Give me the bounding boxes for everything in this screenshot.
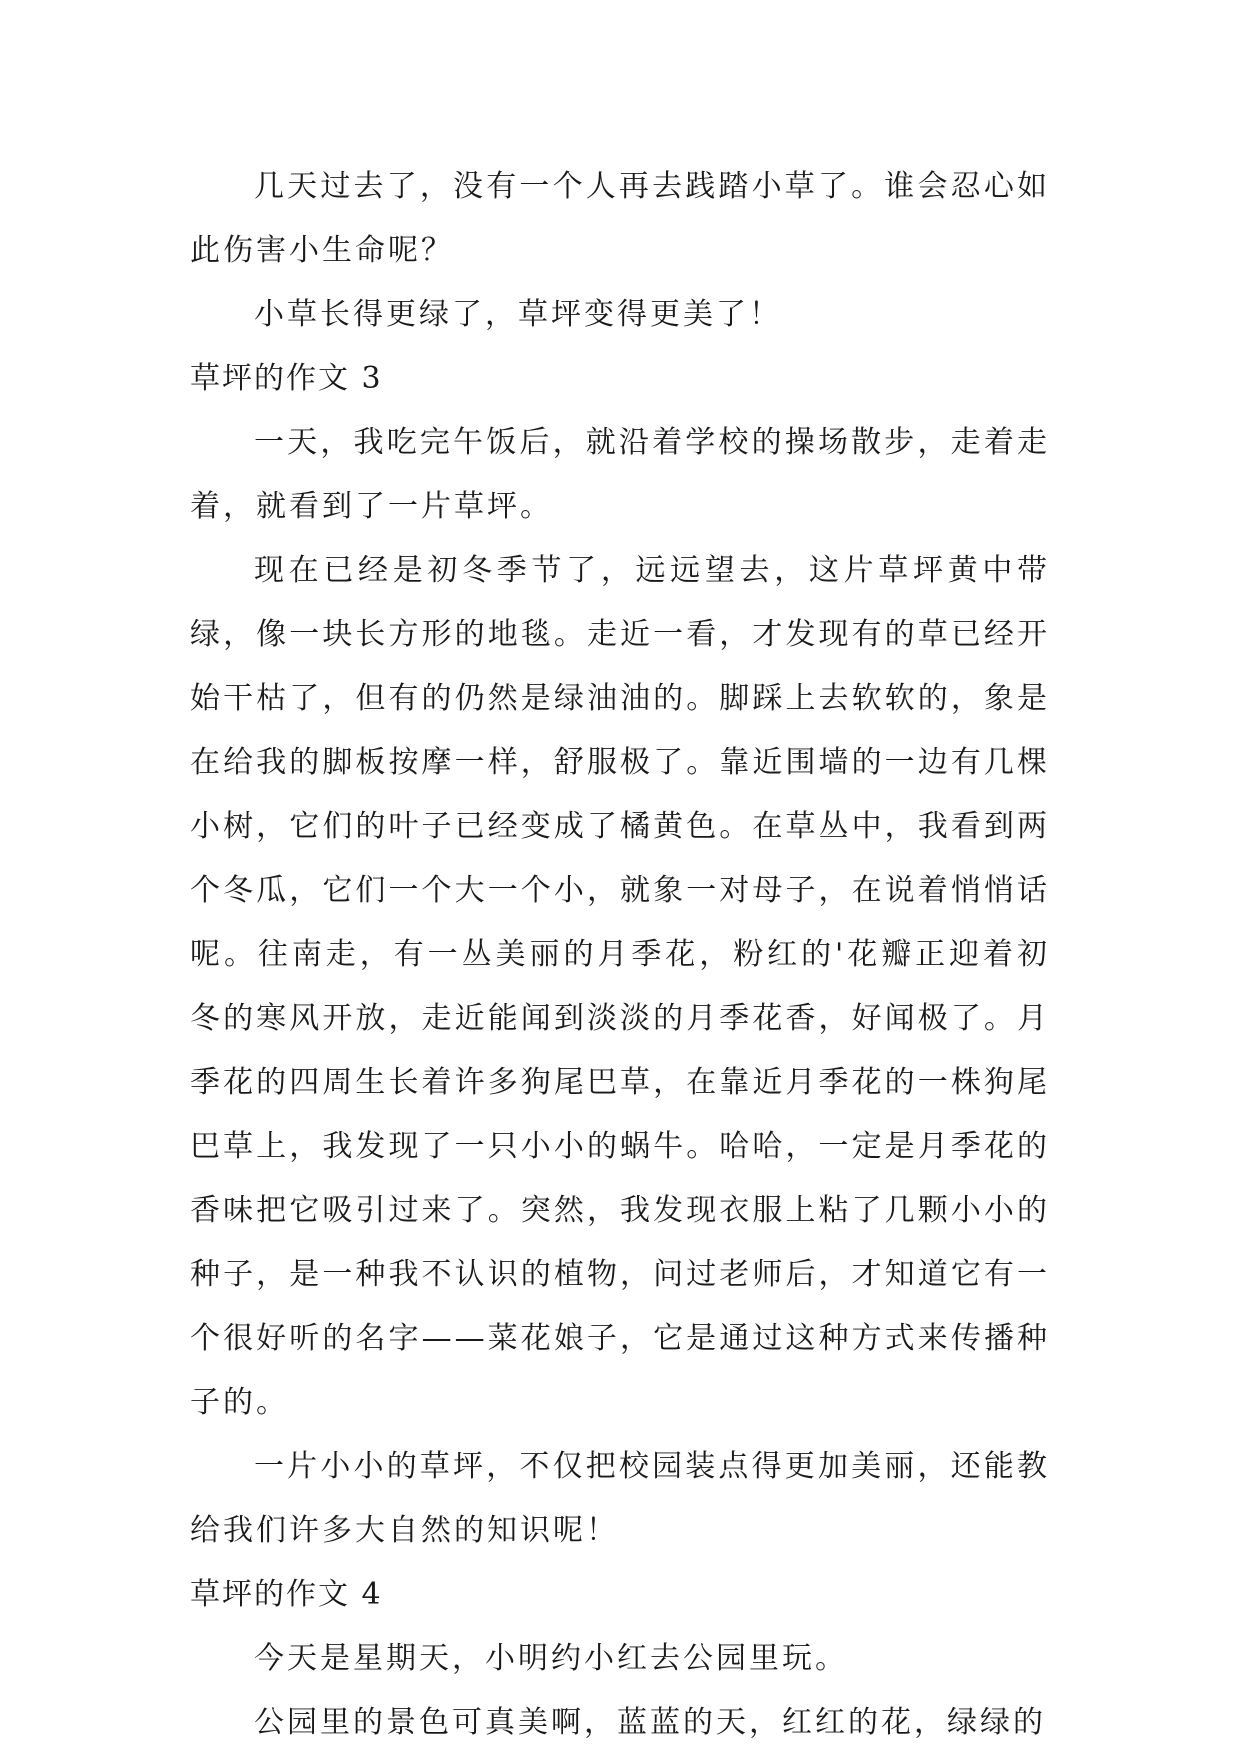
essay-body — [190, 155, 1050, 1755]
paragraph: 几天过去了，没有一个人再去践踏小草了。谁会忍心如此伤害小生命呢？ — [190, 169, 1050, 268]
paragraph: 公园里的景色可真美啊，蓝蓝的天，红红的花，绿绿的 — [254, 1705, 1046, 1740]
paragraph: 现在已经是初冬季节了，远远望去，这片草坪黄中带绿，像一块长方形的地毯。走近一看，才发现有的草已经开始干枯了，但有的仍然是绿油油的。脚踩上去软软的，象是在给我的脚板按摩一样，舒服极了。靠近围墙的一边有几棵小树，它们的叶子已经变成了橘黄色。在草丛中，我看到两个冬瓜，它们一个大一个小，就象一对母子，在说着悄悄话呢。往南走，有一丛美丽的月季花，粉红的'花瓣正迎着初冬的寒风开放，走近能闻到淡淡的月季花香，好闻极了。月季花的四周生长着许多狗尾巴草，在靠近月季花的一株狗尾巴草上，我发现了一只小小的蜗牛。哈哈，一定是月季花的香味把它吸引过来了。突然，我发现衣服上粘了几颗小小的种子，是一种我不认识的植物，问过老师后，才知道它有一个很好听的名字——菜花娘子，它是通过这种方式来传播种子的。 — [190, 553, 1050, 1420]
essay-heading: 草坪的作文 3 — [190, 361, 383, 396]
paragraph: 今天是星期天，小明约小红去公园里玩。 — [254, 1641, 848, 1676]
paragraph: 一天，我吃完午饭后，就沿着学校的操场散步，走着走着，就看到了一片草坪。 — [190, 425, 1050, 524]
paragraph: 一片小小的草坪，不仅把校园装点得更加美丽，还能教给我们许多大自然的知识呢！ — [190, 1449, 1050, 1548]
essay-heading: 草坪的作文 4 — [190, 1577, 383, 1612]
paragraph: 小草长得更绿了，草坪变得更美了！ — [254, 297, 782, 332]
